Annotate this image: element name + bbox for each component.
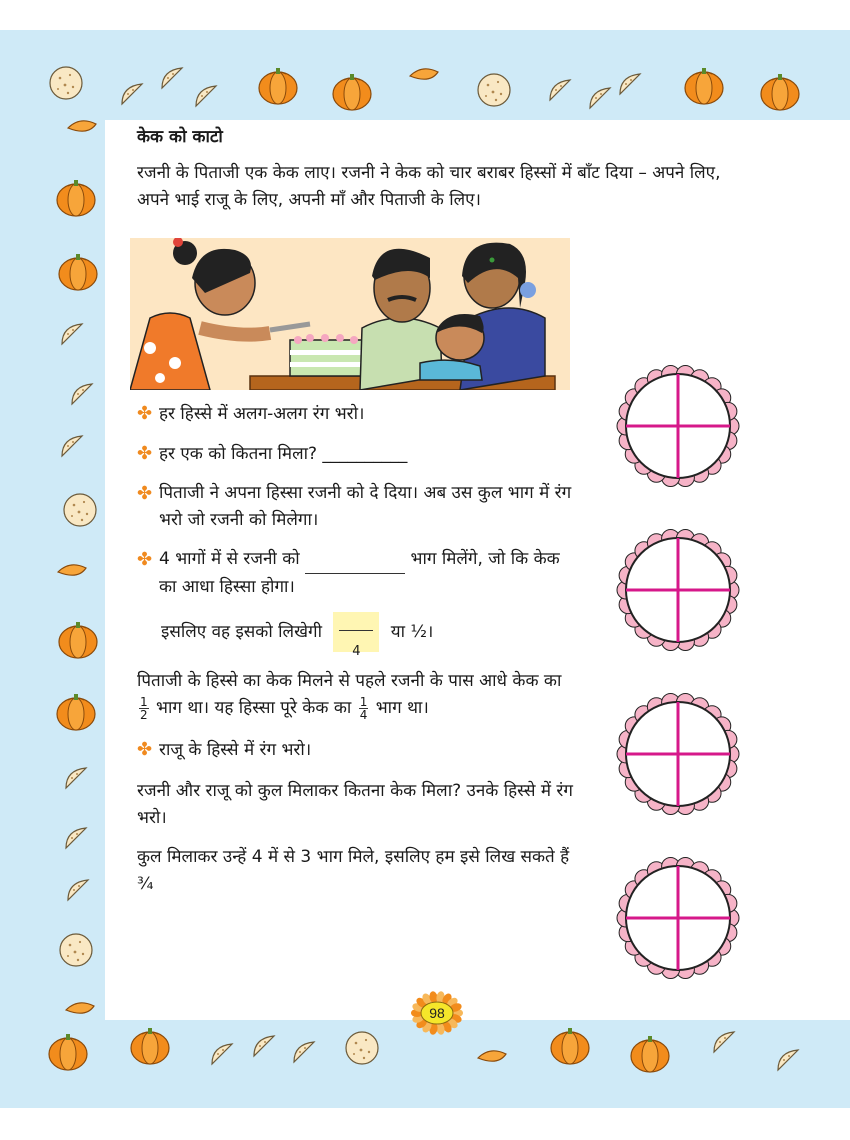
- cake-slice-icon: [616, 70, 646, 98]
- question-rajni-parts: ✤ 4 भागों में से रजनी को भाग मिलेंगे, जो कि केक का आधा हिस्सा होगा।: [137, 546, 577, 601]
- answer-blank[interactable]: [305, 546, 405, 574]
- half-pumpkin-icon: [408, 62, 442, 88]
- conclusion-paragraph: कुल मिलाकर उन्हें 4 में से 3 भाग मिले, इसलिए हम इसे लिख सकते हैं ¾: [137, 847, 570, 894]
- roti-icon: [476, 72, 512, 108]
- half-pumpkin-icon: [64, 996, 98, 1022]
- family-cake-illustration: [130, 238, 570, 390]
- cake-slice-icon: [62, 824, 92, 852]
- bullet-star-icon: ✤: [137, 549, 153, 570]
- pumpkin-icon: [760, 72, 800, 112]
- cake-circle-2[interactable]: [617, 530, 739, 651]
- pumpkin-icon: [630, 1034, 670, 1074]
- half-pumpkin-icon: [66, 114, 100, 140]
- instruction-color-parts: ✤ हर हिस्से में अलग-अलग रंग भरो।: [137, 400, 577, 428]
- cake-slice-icon: [710, 1028, 740, 1056]
- roti-icon: [344, 1030, 380, 1066]
- bullet-star-icon: ✤: [137, 403, 153, 424]
- cake-slice-icon: [64, 876, 94, 904]
- half-pumpkin-icon: [56, 558, 90, 584]
- pumpkin-icon: [58, 252, 98, 292]
- write-fraction-line: इसलिए वह इसको लिखेगी 4 या ½।: [137, 612, 601, 652]
- fraction-half: $\frac{1}{2}$: [140, 694, 148, 722]
- cake-diagrams: [600, 360, 760, 980]
- pumpkin-icon: [130, 1026, 170, 1066]
- question-total-cake: रजनी और राजू को कुल मिलाकर कितना केक मिला? उनके हिस्से में रंग भरो।: [137, 781, 573, 828]
- roti-icon: [62, 492, 98, 528]
- bullet-star-icon: ✤: [137, 483, 153, 504]
- pumpkin-icon: [48, 1032, 88, 1072]
- pumpkin-icon: [56, 178, 96, 218]
- cake-slice-icon: [58, 432, 88, 460]
- cake-slice-icon: [290, 1038, 320, 1066]
- bullet-star-icon: ✤: [137, 739, 153, 760]
- cake-slice-icon: [546, 76, 576, 104]
- cake-slice-icon: [250, 1032, 280, 1060]
- fraction-answer-box[interactable]: 4: [333, 612, 379, 652]
- intro-paragraph: रजनी के पिताजी एक केक लाए। रजनी ने केक को चार बराबर हिस्सों में बाँट दिया – अपने लिए, अपने भाई राजू के लिए, अपनी माँ और पिताजी के लिए।: [137, 163, 721, 210]
- half-pumpkin-icon: [476, 1044, 510, 1070]
- fraction-explanation-paragraph: पिताजी के हिस्से का केक मिलने से पहले रजनी के पास आधे केक का $\frac{1}{2}$ भाग था। यह हिस्सा पूरे केक का $\frac{1}{4}$ भाग था।: [137, 671, 562, 722]
- cake-circle-3[interactable]: [617, 694, 739, 815]
- section-title: केक को काटो: [137, 127, 223, 147]
- fraction-quarter: $\frac{1}{4}$: [359, 694, 368, 722]
- cake-slice-icon: [158, 64, 188, 92]
- bullet-star-icon: ✤: [137, 443, 153, 464]
- cake-slice-icon: [208, 1040, 238, 1068]
- cake-circle-4[interactable]: [617, 858, 739, 979]
- pumpkin-icon: [332, 72, 372, 112]
- cake-slice-icon: [192, 82, 222, 110]
- question-each-share: ✤ हर एक को कितना मिला? __________: [137, 440, 577, 468]
- page-number: 98: [429, 1005, 445, 1021]
- instruction-raju-share: ✤ राजू के हिस्से में रंग भरो।: [137, 736, 577, 764]
- instruction-father-share: ✤ पिताजी ने अपना हिस्सा रजनी को दे दिया। अब उस कुल भाग में रंग भरो जो रजनी को मिलेगा।: [137, 480, 577, 534]
- roti-icon: [48, 65, 84, 101]
- cake-slice-icon: [68, 380, 98, 408]
- cake-slice-icon: [62, 764, 92, 792]
- pumpkin-icon: [56, 692, 96, 732]
- cake-slice-icon: [586, 84, 616, 112]
- pumpkin-icon: [58, 620, 98, 660]
- roti-icon: [58, 932, 94, 968]
- page-number-badge: [408, 990, 466, 1036]
- pumpkin-icon: [258, 66, 298, 106]
- cake-slice-icon: [118, 80, 148, 108]
- cake-slice-icon: [58, 320, 88, 348]
- pumpkin-icon: [550, 1026, 590, 1066]
- pumpkin-icon: [684, 66, 724, 106]
- cake-slice-icon: [774, 1046, 804, 1074]
- cake-circle-1[interactable]: [617, 366, 739, 487]
